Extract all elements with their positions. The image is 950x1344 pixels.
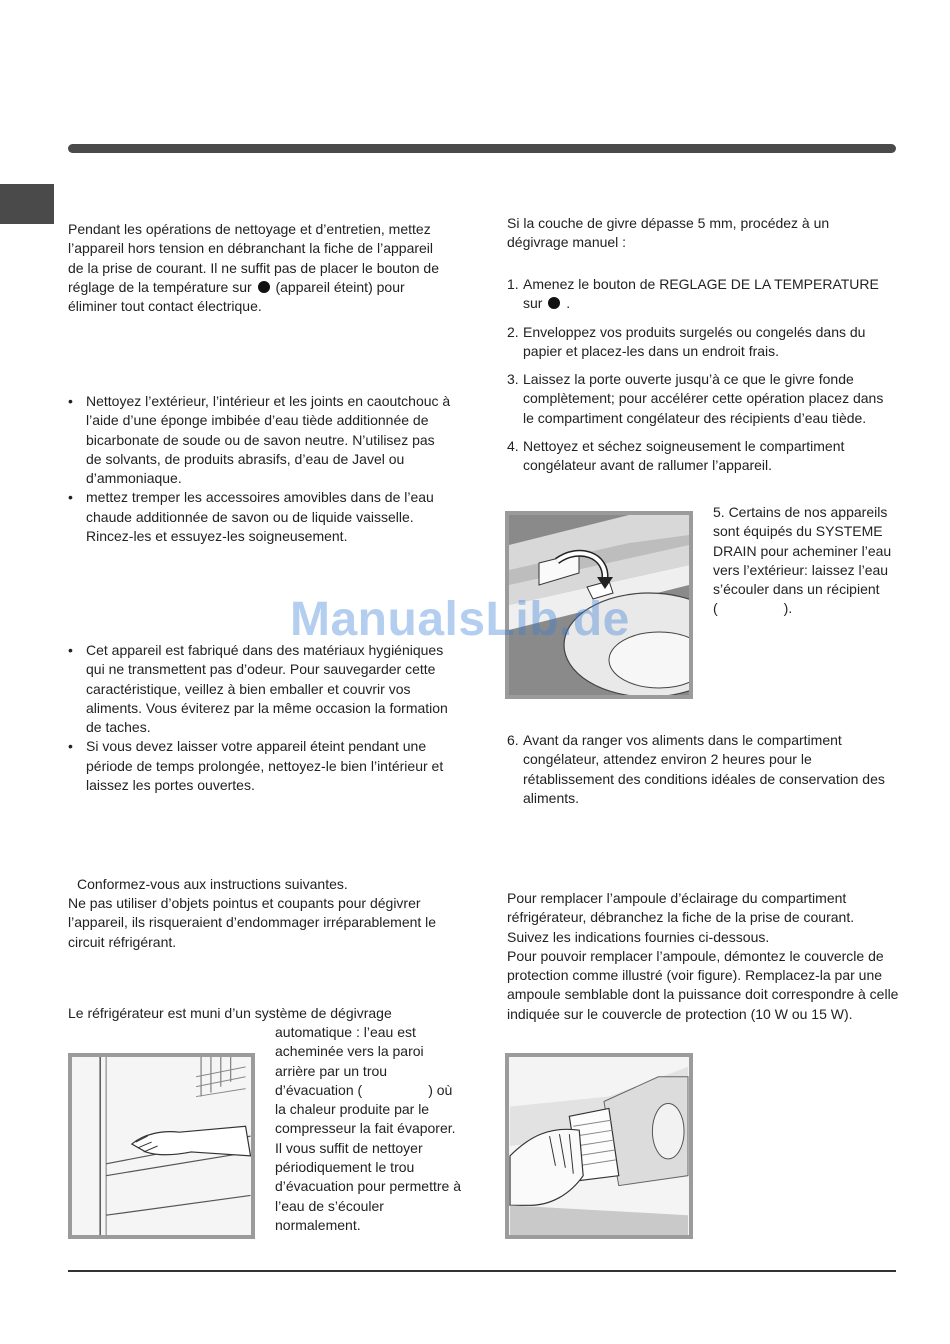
- step-text: Nettoyez et séchez soigneusement le compartiment congélateur avant de rallumer l’appareil.: [523, 438, 845, 474]
- list-item: • Si vous devez laisser votre appareil éteint pendant une période de temps prolongée, nettoyez-le bien l’intérieur et laissez les portes ouvertes.: [68, 737, 452, 795]
- drain-hole-figure: [68, 1053, 255, 1239]
- step-item: [507, 275, 897, 314]
- intro-text: Pendant les opérations de nettoyage et d’entretien, mettez l’appareil hors tension en débranchant la fiche de l’appareil de la prise de courant. Il ne suffit pas de placer le bouton de réglage de la température sur: [68, 221, 439, 295]
- header-bar: [68, 144, 896, 153]
- fridge-defrost-text: automatique : l’eau est acheminée vers la paroi arrière par un trou d’évacuation ( ) où la chaleur produite par le compresseur la fait évaporer. Il vous suffit de nettoyer périodiquement le trou d’évacuation pour permettre à l’eau de s’écouler normalement.: [275, 1024, 461, 1233]
- step-text: Avant da ranger vos aliments dans le compartiment congélateur, attendez environ 2 heures pour le rétablissement des conditions idéales de conservation des aliments.: [523, 732, 885, 806]
- step-text: Laissez la porte ouverte jusqu’à ce que le givre fonde complètement; pour accélérer cette opération placez dans le compartiment congélateur des récipients d’eau tiède.: [523, 371, 884, 426]
- drain-hole-illustration: [72, 1057, 251, 1235]
- intro-paragraph: [68, 220, 448, 316]
- drain-system-text: [713, 503, 903, 619]
- defrost-instruction: Conformez-vous aux instructions suivantes.: [77, 876, 348, 892]
- watermark: ManualsLib.de: [290, 593, 630, 646]
- language-tab: [0, 184, 54, 224]
- off-position-icon: [548, 297, 560, 309]
- fridge-defrost-text-a: automatique : l’eau est acheminée vers la paroi arrière par un trou d’évacuation: [275, 1024, 424, 1098]
- lamp-replacement-figure: [505, 1053, 693, 1239]
- drain-open-paren: (: [713, 600, 718, 617]
- step-number: 1.: [507, 276, 519, 292]
- fridge-defrost-text-b: où la chaleur produite par le compresseur la fait évaporer. Il vous suffit de nettoyer périodiquement le trou d’évacuation pour permettre à l’eau de s’écouler normalement.: [275, 1081, 461, 1233]
- off-position-icon: [258, 281, 270, 293]
- step-item: [507, 323, 897, 362]
- lamp-text: Pour remplacer l’ampoule d’éclairage du compartiment réfrigérateur, débranchez la fiche de la prise de courant. Suivez les indications fournies ci-dessous.: [507, 890, 855, 945]
- list-item: • Cet appareil est fabriqué dans des matériaux hygiéniques qui ne transmettent pas d’odeur. Pour sauvegarder cette caractéristique, veillez à bien emballer et couvrir vos aliments. Vous éviterez par la même occasion la formation de taches.: [68, 641, 452, 737]
- step-text: Enveloppez vos produits surgelés ou congelés dans du papier et placez-les dans un endroit frais.: [523, 323, 866, 359]
- cleaning-list: [68, 392, 452, 546]
- intro-tail-text: (appareil éteint) pour éliminer tout contact électrique.: [68, 278, 405, 315]
- step-number: 3.: [507, 371, 519, 388]
- frost-intro: Si la couche de givre dépasse 5 mm, procédez à un dégivrage manuel :: [507, 215, 830, 251]
- odour-list: [68, 641, 452, 795]
- lamp-text-2: Pour pouvoir remplacer l’ampoule, démontez le couvercle de protection comme illustré (voir figure). Remplacez-la par une ampoule semblable dont la puissance doit correspondre à celle indiquée sur le couvercle de protection (10 W ou 15 W).: [507, 947, 899, 1022]
- step-number: 4.: [507, 438, 519, 455]
- fridge-defrost-first-line: Le réfrigérateur est muni d’un système de dégivrage: [68, 1005, 392, 1021]
- list-item: • mettez tremper les accessoires amovibles dans de l’eau chaude additionnée de savon ou de liquide vaisselle. Rincez-les et essuyez-les soigneusement.: [68, 488, 452, 546]
- step-tail: .: [566, 295, 571, 312]
- step-6: [507, 731, 899, 808]
- step-item: [507, 370, 897, 428]
- drain-system-body: 5. Certains de nos appareils sont équipés du SYSTEME DRAIN pour acheminer l’eau vers l’extérieur: laissez l’eau s’écouler dans un récipient: [713, 504, 892, 598]
- defrost-warning: Ne pas utiliser d’objets pointus et coupants pour dégivrer l’appareil, ils risqueraient d’endommager irréparablement le circuit réfrigérant.: [68, 895, 437, 950]
- lamp-paragraph: [507, 889, 899, 1024]
- lamp-replacement-illustration: [509, 1057, 689, 1235]
- step-item: [507, 437, 897, 476]
- footer-rule: [68, 1270, 896, 1272]
- defrost-steps: [507, 275, 897, 485]
- step-number: 2.: [507, 323, 519, 340]
- step-number: 6.: [507, 732, 519, 748]
- list-item: • Nettoyez l’extérieur, l’intérieur et les joints en caoutchouc à l’aide d’une éponge imbibée d’eau tiède additionnée de bicarbonate de soude ou de savon neutre. N’utilisez pas de solvants, de produits abrasifs, d’eau de Javel ou d’ammoniaque.: [68, 392, 452, 488]
- step-text: Amenez le bouton de REGLAGE DE LA TEMPERATURE sur: [523, 276, 879, 312]
- drain-close-paren: ).: [783, 600, 793, 617]
